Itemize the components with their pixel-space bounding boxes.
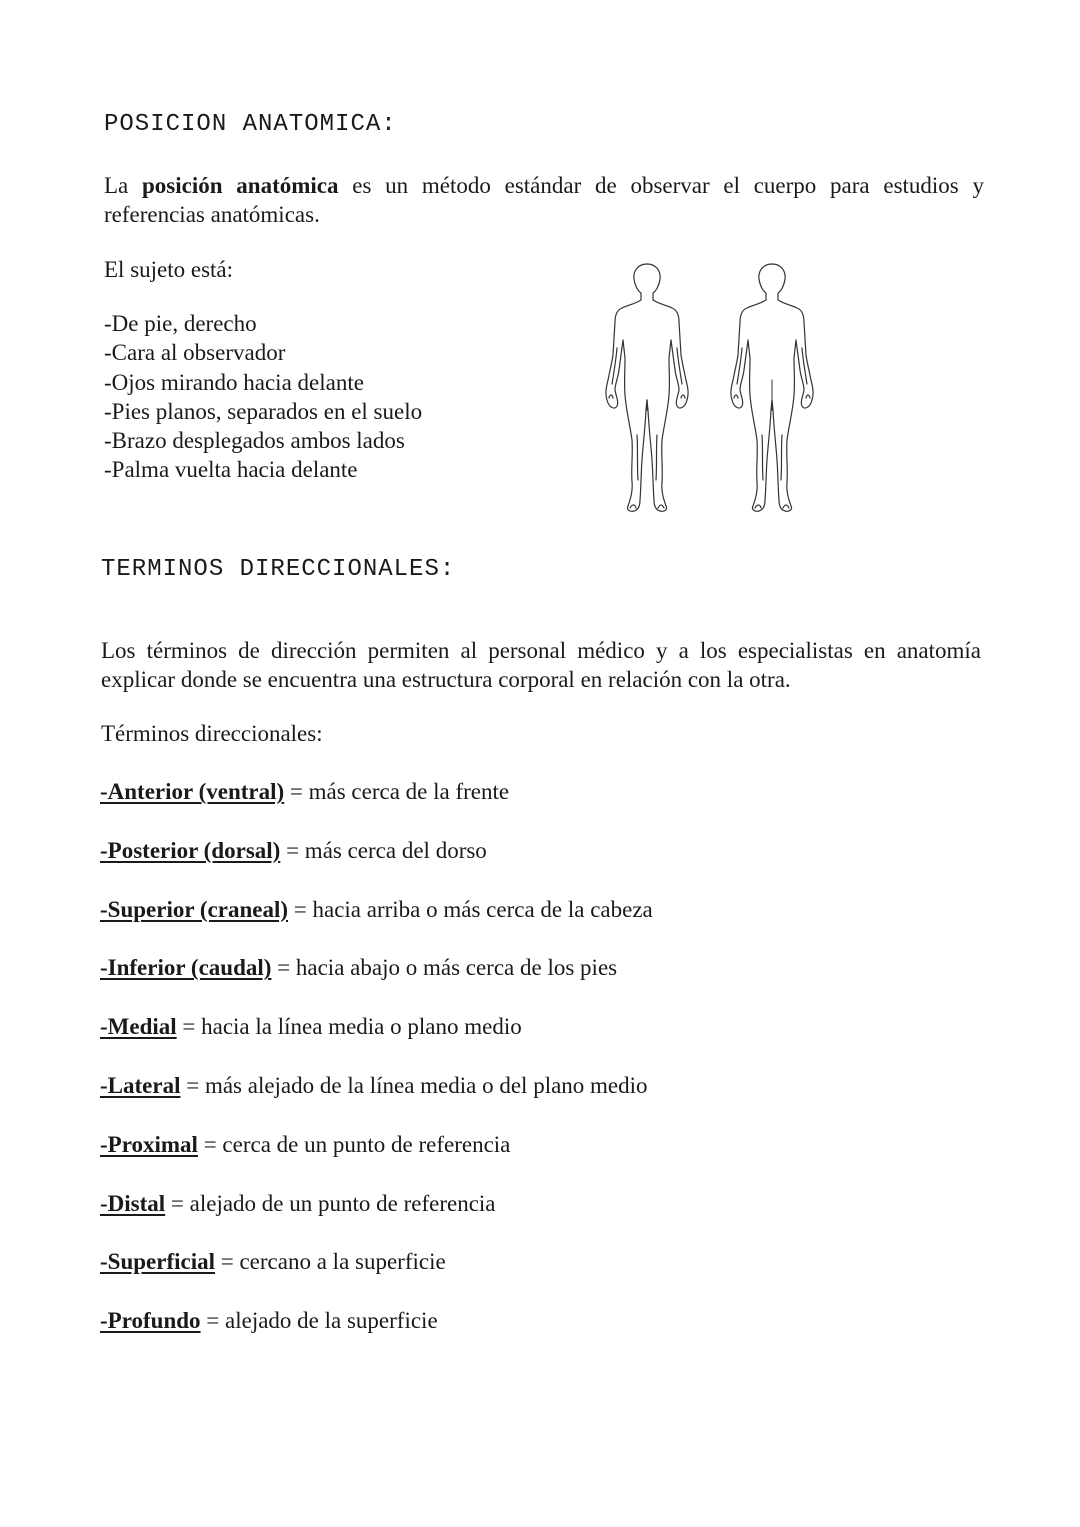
list-item: -De pie, derecho bbox=[104, 311, 257, 336]
term-name: -Superior (craneal) bbox=[100, 896, 289, 922]
intro-rest-text: es un método estándar de observar el cuerpo para estudios y referencias anatómicas. bbox=[104, 173, 985, 227]
intro-paragraph-posicion bbox=[104, 171, 984, 229]
term-item-medial bbox=[100, 1011, 653, 1070]
list-item: -Pies planos, separados en el suelo bbox=[104, 398, 423, 424]
term-name: -Profundo bbox=[100, 1308, 201, 1334]
term-item-lateral bbox=[100, 1070, 653, 1129]
term-name: -Inferior (caudal) bbox=[100, 955, 272, 981]
term-definition: = cercano a la superficie bbox=[215, 1249, 446, 1275]
term-definition: = hacia la línea media o plano medio bbox=[176, 1014, 522, 1040]
term-item-inferior bbox=[100, 952, 653, 1011]
directional-terms-list bbox=[100, 776, 653, 1364]
term-item-profundo bbox=[100, 1305, 653, 1364]
section-heading-terminos-direccionales: TERMINOS DIRECCIONALES: bbox=[101, 556, 456, 583]
list-item: -Cara al observador bbox=[104, 340, 286, 366]
list-item: -Brazo desplegados ambos lados bbox=[104, 428, 405, 454]
term-name: -Lateral bbox=[100, 1072, 181, 1098]
term-item-proximal bbox=[100, 1129, 653, 1188]
term-name: -Superficial bbox=[100, 1249, 215, 1275]
term-definition: = más cerca del dorso bbox=[280, 837, 487, 863]
term-name: -Distal bbox=[100, 1190, 166, 1216]
term-definition: = cerca de un punto de referencia bbox=[197, 1131, 511, 1157]
section-heading-posicion-anatomica: POSICION ANATOMICA: bbox=[104, 111, 397, 138]
term-item-distal bbox=[100, 1188, 653, 1247]
term-item-superior bbox=[100, 894, 653, 953]
terms-label: Términos direccionales: bbox=[101, 721, 323, 746]
subject-position-list bbox=[104, 309, 422, 485]
subject-label: El sujeto está: bbox=[104, 257, 234, 282]
intro-bold-term: posición anatómica bbox=[142, 173, 339, 198]
list-item: -Ojos mirando hacia delante bbox=[104, 369, 364, 395]
term-definition: = hacia abajo o más cerca de los pies bbox=[271, 955, 618, 981]
intro-paragraph-terminos: Los términos de dirección permiten al personal médico y a los especialistas en anatomía explicar donde se encuentra una estructura corporal en relación con la otra. bbox=[101, 638, 981, 692]
term-definition: = hacia arriba o más cerca de la cabeza bbox=[288, 896, 653, 922]
term-definition: = alejado de un punto de referencia bbox=[165, 1190, 496, 1216]
term-definition: = alejado de la superficie bbox=[200, 1308, 438, 1334]
term-item-superficial bbox=[100, 1246, 653, 1305]
term-item-anterior bbox=[100, 776, 653, 835]
term-definition: = más cerca de la frente bbox=[284, 779, 510, 804]
term-item-posterior bbox=[100, 835, 653, 894]
human-body-figures-icon bbox=[600, 260, 845, 522]
list-item: -Palma vuelta hacia delante bbox=[104, 457, 358, 483]
intro-lead-text: La bbox=[104, 173, 143, 198]
term-name: -Medial bbox=[100, 1014, 177, 1040]
term-name: -Proximal bbox=[100, 1131, 198, 1157]
term-definition: = más alejado de la línea media o del plano medio bbox=[180, 1072, 648, 1098]
term-name: -Posterior (dorsal) bbox=[100, 837, 281, 863]
term-name: -Anterior (ventral) bbox=[100, 779, 285, 804]
